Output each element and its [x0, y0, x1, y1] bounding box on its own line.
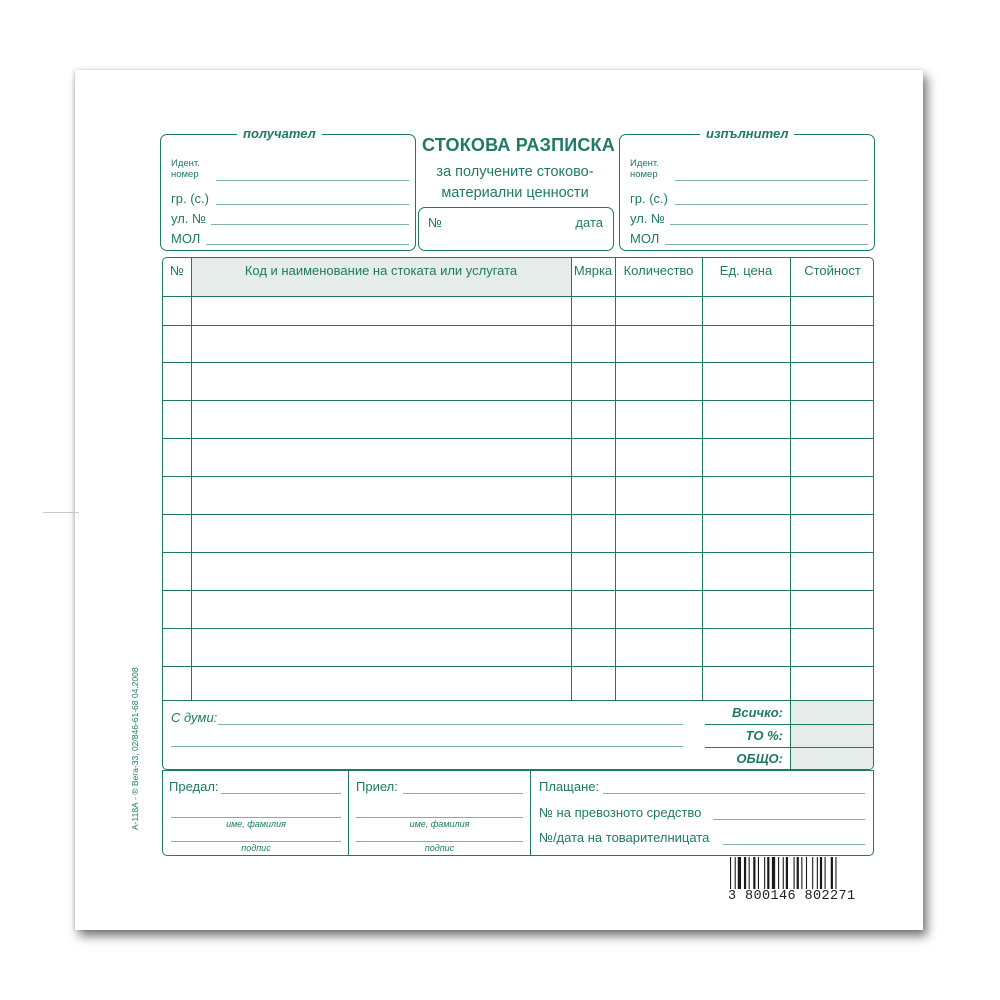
- executor-street-label: ул. №: [630, 211, 665, 226]
- total-vat-label: ТО %:: [745, 728, 783, 743]
- recipient-box: [160, 126, 416, 251]
- payment-label: Плащане:: [539, 779, 600, 794]
- received-name-caption: име, фамилия: [409, 819, 470, 829]
- recipient-legend: получател: [237, 126, 322, 141]
- total-value-cell: [791, 701, 874, 770]
- date-label: дата: [575, 215, 603, 230]
- receipt-form-sheet: [75, 70, 923, 930]
- number-label: №: [428, 215, 442, 230]
- perforation-mark: [43, 512, 79, 513]
- handed-over-label: Предал:: [169, 779, 219, 794]
- executor-box: [619, 126, 875, 251]
- executor-mol-label: МОЛ: [630, 231, 660, 246]
- col-header-description: Код и наименование на стоката или услугата: [191, 258, 571, 296]
- total-all-label: Всичко:: [732, 705, 783, 720]
- col-header-value: Стойност: [804, 263, 861, 278]
- col-header-unit: Мярка: [573, 263, 613, 278]
- recipient-street-label: ул. №: [171, 211, 206, 226]
- received-label: Приел:: [356, 779, 398, 794]
- col-header-number: №: [170, 263, 184, 278]
- total-grand-label: ОБЩО:: [736, 751, 783, 766]
- document-subtitle: за получените стоково- материални ценности: [436, 164, 594, 201]
- number-date-box: [418, 207, 614, 251]
- col-header-quantity: Количество: [623, 263, 694, 278]
- handed-over-name-caption: име, фамилия: [226, 819, 286, 829]
- recipient-mol-label: МОЛ: [171, 231, 201, 246]
- handed-over-signature-caption: подпис: [241, 843, 271, 853]
- executor-id-label: Идент. номер: [630, 158, 659, 180]
- col-header-unit-price: Ед. цена: [719, 263, 773, 278]
- in-words-label: С думи:: [171, 710, 218, 725]
- recipient-city-label: гр. (с.): [171, 191, 209, 206]
- recipient-id-label: Идент. номер: [171, 158, 200, 180]
- document-title: СТОКОВА РАЗПИСКА: [422, 135, 615, 155]
- barcode-number: 3 800146 802271: [728, 889, 876, 904]
- received-signature-caption: подпис: [424, 843, 455, 853]
- executor-legend: изпълнител: [700, 126, 794, 141]
- barcode-icon: [730, 857, 872, 892]
- items-table: [162, 257, 874, 770]
- vehicle-number-label: № на превозното средство: [539, 805, 702, 820]
- footer-box: [162, 770, 874, 856]
- executor-city-label: гр. (с.): [630, 191, 668, 206]
- print-info-side-text: А-118А - ® Вега-33, 02/846-61-68 04.2008: [130, 667, 140, 830]
- waybill-label: №/дата на товарителницата: [539, 830, 710, 845]
